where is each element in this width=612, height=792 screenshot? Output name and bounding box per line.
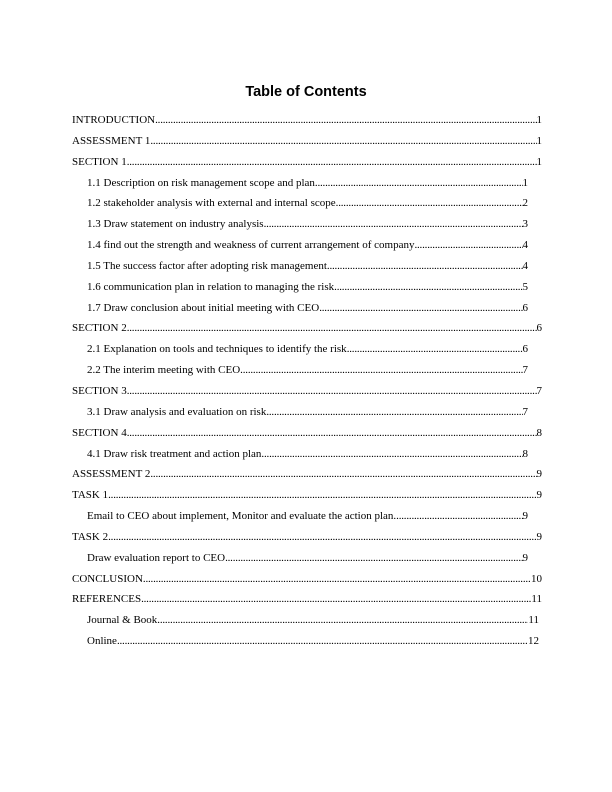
toc-entry-label: ASSESSMENT 2: [72, 468, 151, 481]
toc-entry-section-1[interactable]: [72, 154, 542, 175]
toc-leader-dots: [347, 341, 523, 357]
toc-entry-page: 5: [522, 280, 528, 293]
toc-leader-dots: [155, 112, 536, 128]
toc-entry-label: 1.6 communication plan in relation to managing the risk: [87, 280, 335, 293]
toc-entry-page: 7: [522, 405, 528, 418]
toc-entry-1-7[interactable]: [87, 300, 528, 321]
toc-entry-evaluation-report[interactable]: [87, 550, 528, 571]
toc-entry-1-6[interactable]: [87, 279, 528, 300]
toc-leader-dots: [108, 529, 536, 545]
toc-entry-online[interactable]: [87, 633, 539, 654]
toc-entry-4-1[interactable]: [87, 446, 528, 467]
toc-entry-3-1[interactable]: [87, 404, 528, 425]
toc-entry-page: 9: [522, 510, 528, 523]
toc-entry-assessment-2[interactable]: [72, 466, 542, 487]
toc-entry-email-to-ceo[interactable]: [87, 508, 528, 529]
toc-entry-section-2[interactable]: [72, 320, 542, 341]
toc-entry-label: 1.7 Draw conclusion about initial meeting with CEO: [87, 301, 320, 314]
toc-title: Table of Contents: [245, 84, 367, 100]
toc-entry-journal-book[interactable]: [87, 612, 539, 633]
toc-leader-dots: [143, 571, 531, 587]
toc-entry-page: 8: [536, 426, 542, 439]
toc-leader-dots: [315, 175, 523, 191]
toc-entry-page: 7: [522, 364, 528, 377]
toc-entry-page: 6: [536, 322, 542, 335]
toc-entry-label: 3.1 Draw analysis and evaluation on risk: [87, 405, 267, 418]
toc-entry-label: 1.2 stakeholder analysis with external and internal scope: [87, 197, 336, 210]
toc-leader-dots: [266, 404, 522, 420]
toc-entry-label: TASK 2: [72, 530, 109, 543]
toc-entry-page: 12: [528, 635, 539, 648]
toc-entry-page: 11: [528, 614, 539, 627]
toc-entry-page: 9: [522, 551, 528, 564]
toc-entry-label: SECTION 4: [72, 426, 127, 439]
toc-entry-label: CONCLUSION: [72, 572, 143, 585]
toc-leader-dots: [334, 279, 522, 295]
toc-entry-task-1[interactable]: [72, 487, 542, 508]
toc-entry-2-1[interactable]: [87, 341, 528, 362]
toc-entry-task-2[interactable]: [72, 529, 542, 550]
toc-entry-label: ASSESSMENT 1: [72, 134, 151, 147]
toc-entry-label: 4.1 Draw risk treatment and action plan: [87, 447, 262, 460]
toc-leader-dots: [225, 550, 522, 566]
toc-entry-label: 2.1 Explanation on tools and techniques to identify the risk: [87, 343, 347, 356]
toc-entry-page: 4: [522, 239, 528, 252]
toc-leader-dots: [108, 487, 536, 503]
toc-entry-page: 1: [536, 114, 542, 126]
toc-leader-dots: [327, 258, 523, 274]
toc-leader-dots: [264, 216, 523, 232]
toc-entry-page: 6: [522, 343, 528, 356]
toc-entry-page: 9: [536, 530, 542, 543]
toc-entry-page: 11: [531, 593, 542, 606]
toc-entry-label: Draw evaluation report to CEO: [87, 551, 226, 564]
toc-entry-label: Journal & Book: [87, 614, 158, 627]
toc-entry-label: 1.1 Description on risk management scope and plan: [87, 176, 315, 189]
toc-entry-assessment-1[interactable]: [72, 133, 542, 154]
toc-entry-conclusion[interactable]: [72, 571, 542, 592]
toc-entry-section-4[interactable]: [72, 425, 542, 446]
toc-entry-page: 6: [522, 301, 528, 314]
toc-leader-dots: [127, 154, 537, 170]
toc-leader-dots: [141, 591, 531, 607]
toc-leader-dots: [157, 612, 528, 628]
toc-entry-1-4[interactable]: [87, 237, 528, 258]
toc-entry-page: 8: [522, 447, 528, 460]
toc-entry-page: 9: [536, 489, 542, 502]
toc-entry-label: TASK 1: [72, 489, 109, 502]
toc-entry-page: 2: [522, 197, 528, 210]
toc-entry-label: SECTION 2: [72, 322, 127, 335]
toc-entry-1-2[interactable]: [87, 195, 528, 216]
toc-entry-introduction[interactable]: [72, 112, 542, 133]
toc-entry-label: INTRODUCTION: [72, 114, 156, 126]
toc-entry-1-1[interactable]: [87, 175, 528, 196]
toc-entry-label: 2.2 The interim meeting with CEO: [87, 364, 241, 377]
toc-entry-label: Online: [87, 635, 117, 648]
toc-leader-dots: [261, 446, 522, 462]
toc-entry-1-3[interactable]: [87, 216, 528, 237]
toc-entry-page: 4: [522, 259, 528, 272]
toc-entry-page: 7: [536, 384, 542, 397]
toc-entry-section-3[interactable]: [72, 383, 542, 404]
toc-leader-dots: [117, 633, 528, 649]
toc-entry-page: 1: [522, 176, 528, 189]
table-of-contents: [72, 112, 542, 654]
toc-entry-2-2[interactable]: [87, 362, 528, 383]
toc-entry-label: SECTION 1: [72, 155, 127, 168]
toc-entry-label: Email to CEO about implement, Monitor and evaluate the action plan.: [87, 510, 397, 523]
toc-entry-page: 9: [536, 468, 542, 481]
toc-leader-dots: [414, 237, 522, 253]
toc-entry-1-5[interactable]: [87, 258, 528, 279]
toc-leader-dots: [150, 466, 536, 482]
toc-leader-dots: [319, 300, 522, 316]
toc-entry-label: SECTION 3: [72, 384, 127, 397]
toc-leader-dots: [127, 425, 537, 441]
toc-entry-references[interactable]: [72, 591, 542, 612]
toc-leader-dots: [240, 362, 522, 378]
toc-leader-dots: [127, 383, 537, 399]
toc-entry-label: 1.3 Draw statement on industry analysis: [87, 218, 264, 231]
toc-entry-page: 3: [522, 218, 528, 231]
toc-entry-page: 10: [531, 572, 542, 585]
toc-leader-dots: [396, 508, 522, 524]
toc-entry-label: REFERENCES: [72, 593, 142, 606]
toc-leader-dots: [150, 133, 536, 149]
toc-leader-dots: [127, 320, 537, 336]
toc-entry-label: 1.4 find out the strength and weakness of current arrangement of company: [87, 239, 415, 252]
toc-leader-dots: [336, 195, 523, 211]
toc-entry-page: 1: [536, 155, 542, 168]
toc-entry-page: 1: [536, 134, 542, 147]
toc-entry-label: 1.5 The success factor after adopting risk management: [87, 259, 327, 272]
